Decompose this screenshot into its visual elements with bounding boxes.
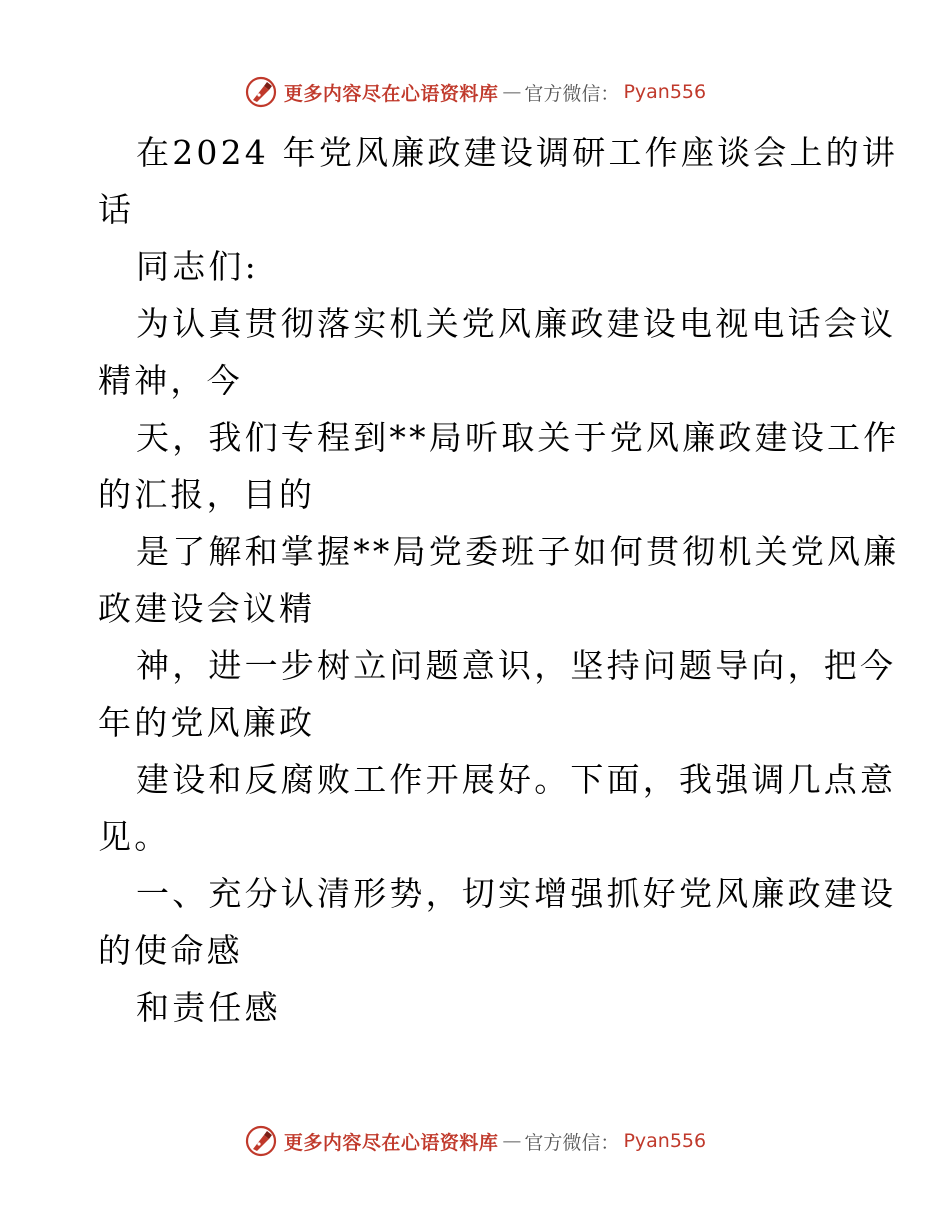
text-line: 为认真贯彻落实机关党风廉政建设电视电话会议: [136, 304, 897, 343]
document-body: [98, 124, 900, 1036]
banner-official-label: 官方微信：: [524, 82, 620, 105]
text-line: 是了解和掌握**局党委班子如何贯彻机关党风廉: [136, 532, 900, 571]
banner-wechat-id: Pyan556: [623, 1130, 707, 1152]
pen-nib-circle-icon: [244, 1124, 278, 1158]
text-line: 同志们:: [136, 247, 259, 286]
footer-banner: [0, 1121, 950, 1161]
banner-official-label: 官方微信：: [524, 1131, 620, 1154]
text-line: 和责任感: [136, 988, 281, 1027]
banner-separator: —: [502, 81, 521, 103]
pen-nib-circle-icon: [244, 75, 278, 109]
text-line: 的汇报，目的: [98, 475, 316, 514]
banner-brand-text: 更多内容尽在心语资料库: [283, 82, 499, 105]
text-line: 一、充分认清形势，切实增强抓好党风廉政建设: [136, 874, 897, 913]
banner-brand-text: 更多内容尽在心语资料库: [283, 1131, 499, 1154]
banner-wechat-id: Pyan556: [623, 81, 707, 103]
text-line: 话: [98, 190, 135, 229]
text-line: 天，我们专程到**局听取关于党风廉政建设工作: [136, 418, 900, 457]
text-line: 年的党风廉政: [98, 703, 316, 742]
text-line: 建设和反腐败工作开展好。下面，我强调几点意: [136, 760, 897, 799]
text-line: 见。: [98, 817, 171, 856]
text-line: 政建设会议精: [98, 589, 316, 628]
header-banner: [0, 72, 950, 112]
banner-separator: —: [502, 1130, 521, 1152]
text-line: 精神，今: [98, 361, 243, 400]
text-line: 的使命感: [98, 931, 243, 970]
text-line: 在2024 年党风廉政建设调研工作座谈会上的讲: [136, 133, 899, 172]
text-line: 神，进一步树立问题意识，坚持问题导向，把今: [136, 646, 897, 685]
